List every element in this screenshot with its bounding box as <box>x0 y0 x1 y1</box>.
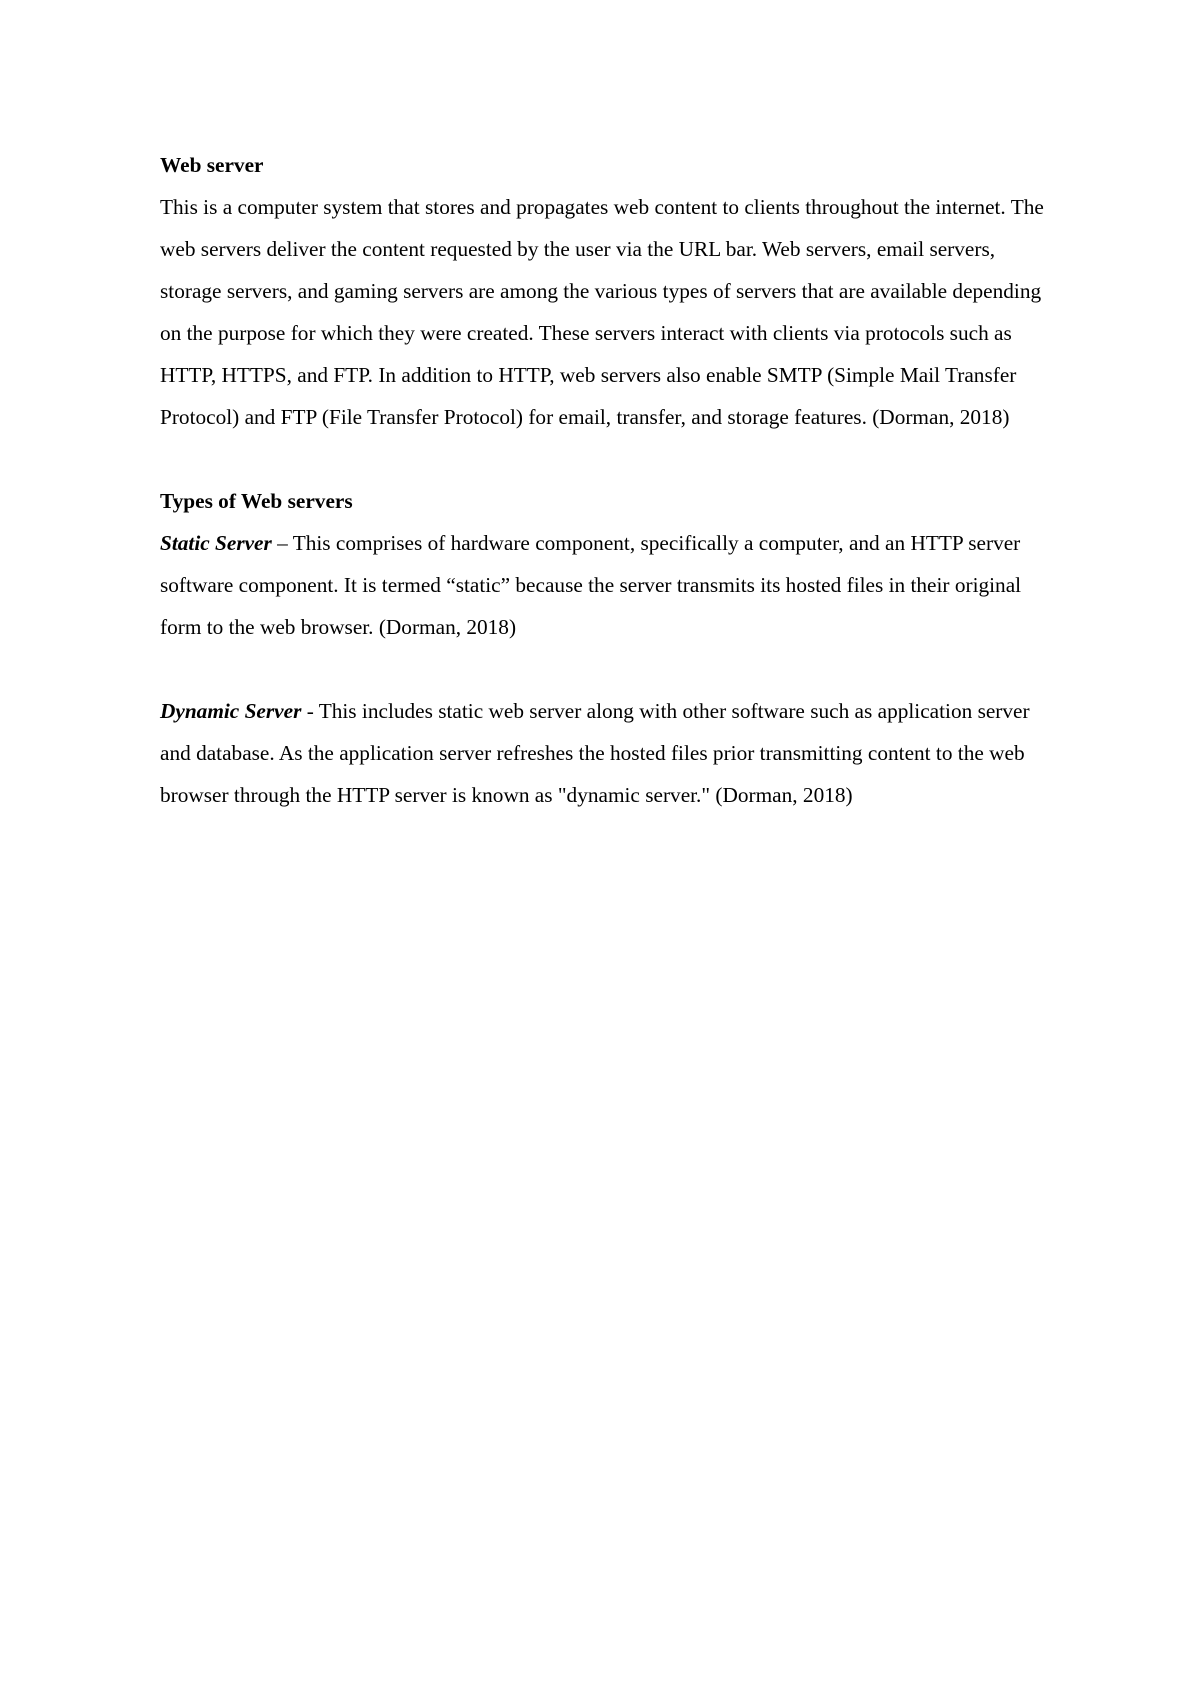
static-server-term: Static Server <box>160 531 272 555</box>
dynamic-server-separator: - <box>301 699 319 723</box>
web-server-paragraph: This is a computer system that stores and propagates web content to clients throughout the internet. The web servers deliver the content requested by the user via the URL bar. Web servers, email servers, storage servers, and gaming servers are among the various types of servers that are available depending on the purpose for which they were created. These servers interact with clients via protocols such as HTTP, HTTPS, and FTP. In addition to HTTP, web servers also enable SMTP (Simple Mail Transfer Protocol) and FTP (File Transfer Protocol) for email, transfer, and storage features. (Dorman, 2018) <box>160 195 1044 429</box>
dynamic-server-term: Dynamic Server <box>160 699 302 723</box>
static-server-separator: – <box>271 531 293 555</box>
spacer <box>160 648 1060 690</box>
dynamic-server-paragraph <box>160 690 1060 816</box>
spacer <box>160 438 1060 480</box>
static-server-text: This comprises of hardware component, specifically a computer, and an HTTP server software component. It is termed “static” because the server transmits its hosted files in their original form to the web browser. (Dorman, 2018) <box>160 531 1022 639</box>
dynamic-server-text: This includes static web server along with other software such as application server and database. As the application server refreshes the hosted files prior transmitting content to the web browser through the HTTP server is known as "dynamic server." (Dorman, 2018) <box>160 699 1030 807</box>
section-heading-web-server: Web server <box>160 153 264 177</box>
static-server-paragraph <box>160 522 1060 648</box>
section-heading-types: Types of Web servers <box>160 489 353 513</box>
document-body <box>160 144 1060 816</box>
